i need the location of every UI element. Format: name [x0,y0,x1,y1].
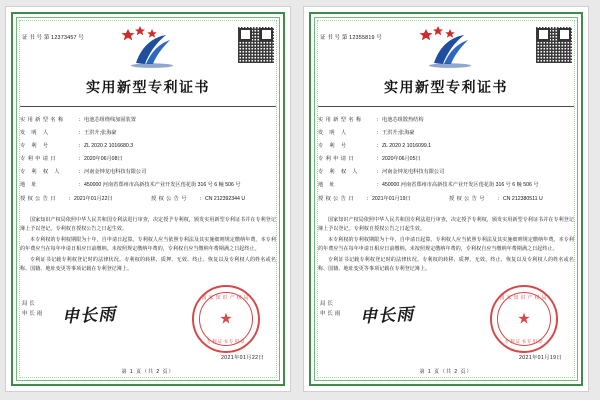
field-label: 实用新型名称 [318,117,364,123]
field-utility-model-name [20,117,276,124]
field-colon: ： [78,169,84,175]
field-patentee [318,169,574,176]
field-value: CN 212380511 U [503,196,543,203]
field-label: 专利申请日 [318,156,356,162]
field-label: 地 址 [318,182,338,188]
signature-block [320,283,572,361]
legal-paragraph: 本专利权的专利权期限为十年，自申请日起算。专利权人应当依照专利法及其实施细则规定缴纳年费。本专利的年费应当在每年申请日相应日前缴纳。未按照规定缴纳年费的，专利权自应当缴纳年费期满之日起终止。 [318,237,574,252]
field-label: 专 利 号 [318,143,349,149]
signature-block [22,283,274,361]
field-value: 450000 河南省郑州市高新技术产业开发区莲花街 316 号 6 幢 506 号 [84,182,241,188]
field-value: 2021年01月19日 [372,196,411,203]
field-value: 450000 河南省郑州市高新技术产业开发区莲花街 316 号 6 幢 506 号 [382,182,539,188]
field-utility-model-name [318,117,574,124]
cnipa-logo-icon [116,23,180,69]
field-colon: ： [497,196,503,203]
seal-bottom-text: 专利证书专用章 [206,339,246,344]
field-label: 授权公告号 [151,196,189,203]
field-application-date [318,156,574,163]
field-label: 实用新型名称 [20,117,66,123]
signature-date: 2021年01月19日 [518,355,562,361]
field-colon: ： [78,182,84,188]
field-value: 河南金钟龙电科技有限公司 [84,169,147,175]
director-signature: 申长雨 [359,304,415,328]
field-colon: ： [78,130,84,136]
field-value: 电池芯组散热结构 [382,117,424,123]
field-label: 专 利 权 人 [20,169,62,175]
qr-code [536,27,572,63]
field-value: ZL 2020 2 1016099.1 [382,143,432,149]
field-label: 授权公告日 [20,196,58,203]
page-footer: 第 1 页（共 2 页） [419,369,473,375]
divider [318,106,574,107]
field-colon: ： [376,169,382,175]
field-colon: ： [376,182,382,188]
legal-paragraph: 国家知识产权局依照中华人民共和国专利法进行审查，决定授予专利权，颁发实用新型专利证书并在专利登记簿上予以登记。专利权自授权公告之日起生效。 [318,217,574,232]
page-title: 实用新型专利证书 [86,80,210,96]
field-colon: ： [78,156,84,162]
director-signature: 申长雨 [61,304,117,328]
field-colon: ： [366,196,372,203]
field-label: 地 址 [20,182,40,188]
field-inventor [20,130,276,137]
patent-certificate-right [303,6,589,392]
divider [20,106,276,107]
field-colon: ： [376,156,382,162]
field-colon: ： [376,143,382,149]
legal-paragraph: 专利证书记载专利权登记时的法律状况。专利权的转移、质押、无效、终止、恢复以及专利权人的姓名或名称、国籍、地址变更等事项记载在专利登记簿上。 [20,257,276,272]
legal-text [318,216,574,273]
field-grant-number [151,196,276,203]
certificate-header [318,21,574,75]
grant-announcement-row [20,196,276,209]
field-label: 专 利 号 [20,143,51,149]
field-colon: ： [376,130,382,136]
field-label: 发 明 人 [318,130,349,136]
qr-code [238,27,274,63]
seal-top-text: 国家知识产权局 [499,295,549,301]
field-value: 2020年06月08日 [84,156,123,162]
field-colon: ： [376,117,382,123]
page-title: 实用新型专利证书 [384,80,508,96]
certificate-number: 证 书 号 第 12373457 号 [22,35,85,41]
field-grant-number [449,196,574,203]
certificate-number: 证 书 号 第 12355819 号 [320,35,383,41]
patent-certificate-left [5,6,291,392]
field-colon: ： [199,196,205,203]
field-address [20,182,276,190]
field-inventor [318,130,574,137]
grant-announcement-row [318,196,574,209]
seal-top-text: 国家知识产权局 [201,295,251,301]
field-label: 专 利 权 人 [318,169,360,175]
signature-date: 2021年01月22日 [220,355,264,361]
legal-text [20,216,276,273]
field-value: 王洪升;张海豪 [84,130,117,136]
field-value: ZL 2020 2 1016680.3 [84,143,134,149]
star-icon: ★ [517,310,531,328]
field-grant-date [318,196,443,203]
star-icon: ★ [219,310,233,328]
field-value: 王洪升;张海豪 [382,130,415,136]
field-label: 专利申请日 [20,156,58,162]
field-grant-date [20,196,145,203]
official-seal [490,285,558,353]
field-value: 2020年06月05日 [382,156,421,162]
field-patentee [20,169,276,176]
field-patent-number [20,143,276,150]
legal-paragraph: 专利证书记载专利权登记时的法律状况。专利权的转移、质押、无效、终止、恢复以及专利权人的姓名或名称、国籍、地址变更等事项记载在专利登记簿上。 [318,257,574,272]
field-value: 2021年01月22日 [74,196,113,203]
field-colon: ： [68,196,74,203]
seal-bottom-text: 专利证书专用章 [504,339,544,344]
certificate-header [20,21,276,75]
legal-paragraph: 国家知识产权局依照中华人民共和国专利法进行审查，决定授予专利权，颁发实用新型专利证书并在专利登记簿上予以登记。专利权自授权公告之日起生效。 [20,217,276,232]
field-value: 电池芯组绕线加固装置 [84,117,136,123]
official-seal [192,285,260,353]
legal-paragraph: 本专利权的专利权期限为十年，自申请日起算。专利权人应当依照专利法及其实施细则规定缴纳年费。本专利的年费应当在每年申请日相应日前缴纳。未按照规定缴纳年费的，专利权自应当缴纳年费期满之日起终止。 [20,237,276,252]
field-value: CN 212392344 U [205,196,246,203]
field-colon: ： [78,143,84,149]
field-address [318,182,574,190]
field-value: 河南金钟龙电科技有限公司 [382,169,445,175]
cnipa-logo-icon [414,23,478,69]
director-label: 局长 申长雨 [320,301,343,318]
field-label: 授权公告号 [449,196,487,203]
field-application-date [20,156,276,163]
field-patent-number [318,143,574,150]
field-label: 发 明 人 [20,130,51,136]
page-footer: 第 1 页（共 2 页） [121,369,175,375]
field-colon: ： [78,117,84,123]
director-label: 局长 申长雨 [22,301,45,318]
field-label: 授权公告日 [318,196,356,203]
